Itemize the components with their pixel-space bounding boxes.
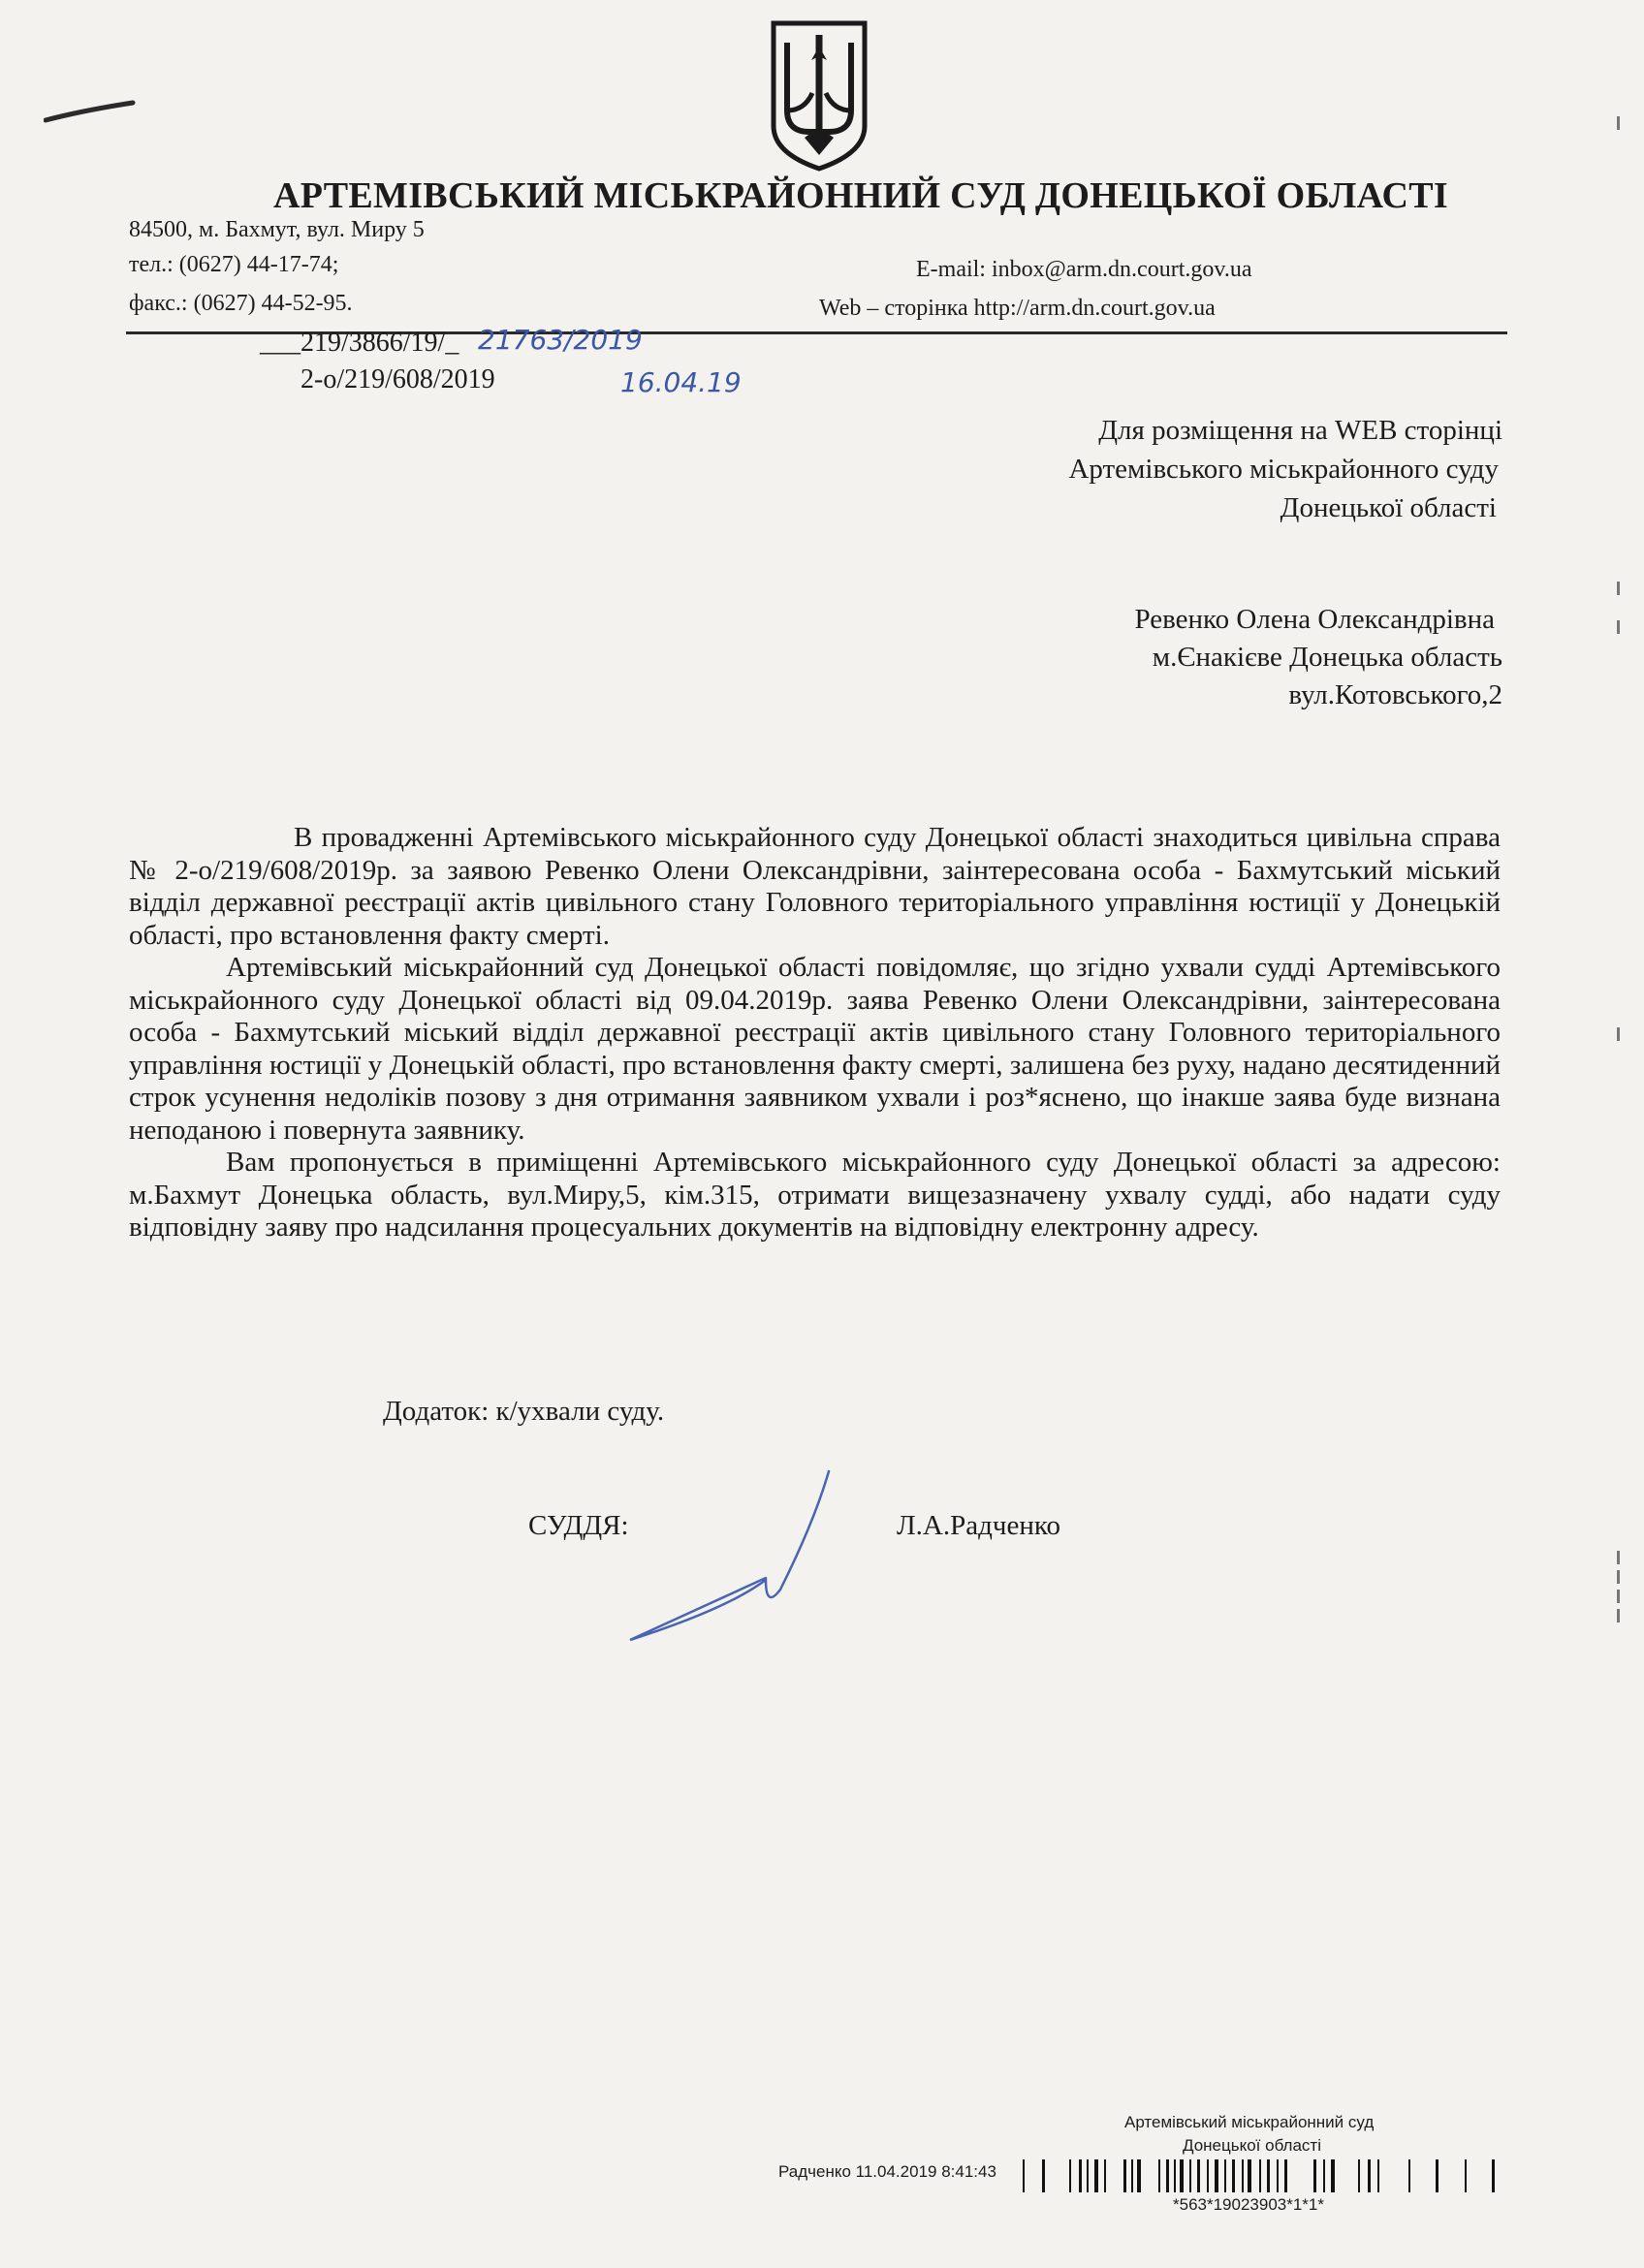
- judge-signature: [620, 1464, 853, 1648]
- letter-body: [129, 822, 1501, 1244]
- annex-line: Додаток: к/ухвали суду.: [383, 1396, 665, 1427]
- recipient-person-name: Ревенко Олена Олександрівна: [1134, 604, 1495, 635]
- recipient-web-block: [1068, 411, 1502, 527]
- case-number: 2-о/219/608/2019: [300, 364, 495, 394]
- pen-stroke-mark: [44, 97, 136, 126]
- body-paragraph-3: Вам пропонується в приміщенні Артемівського міськрайонного суду Донецької області за адресою: м.Бахмут Донецька область, вул.Миру,5, кім.315, отримати вищезазначену ухвалу судді, або надати суду відповідну заяву про надсилання процесуальних документів на відповідну електронну адресу.: [129, 1147, 1501, 1243]
- court-address: 84500, м. Бахмут, вул. Миру 5: [129, 217, 425, 242]
- handwritten-date: 16.04.19: [620, 366, 742, 398]
- recipient-web-line: Для розміщення на WEB сторінці: [1098, 415, 1502, 446]
- court-phone: тел.: (0627) 44-17-74;: [129, 252, 339, 277]
- court-email: E-mail: inbox@arm.dn.court.gov.ua: [916, 257, 1252, 282]
- court-name: АРТЕМІВСЬКИЙ МІСЬКРАЙОННИЙ СУД ДОНЕЦЬКОЇ ОБЛАСТІ: [273, 175, 1448, 216]
- stamp-registrar: Радченко 11.04.2019 8:41:43: [778, 2162, 996, 2181]
- trident-emblem-icon: [766, 17, 872, 173]
- binding-holes: [1613, 0, 1627, 2268]
- body-paragraph-1: В провадженні Артемівського міськрайонного суду Донецької області знаходиться цивільна справа № 2-о/219/608/2019р. за заявою Ревенко Олени Олександрівни, заінтересована особа - Бахмутський міський відділ державної реєстрації актів цивільного стану Головного територіального управління юстиції у Донецькій області, про встановлення факту смерті.: [129, 822, 1501, 951]
- outgoing-number: ___219/3866/19/_: [260, 328, 459, 358]
- barcode-text: *563*19023903*1*1*: [1173, 2195, 1324, 2214]
- recipient-web-line: Артемівського міськрайонного суду: [1068, 454, 1499, 485]
- recipient-person-street: вул.Котовського,2: [1288, 679, 1502, 710]
- body-paragraph-2: Артемівський міськрайонний суд Донецької області повідомляє, що згідно ухвали судді Артемівського міськрайонного суду Донецької області від 09.04.2019р. заява Ревенко Олени Олександрівни, заінтересована особа - Бахмутський міський відділ державної реєстрації актів цивільного стану Головного територіального управління юстиції у Донецькій області, про встановлення факту смерті, залишена без руху, надано десятиденний строк усунення недоліків позову з дня отримання заявником ухвали і роз*яснено, що інакше заява буде визнана неподаною і повернута заявнику.: [129, 952, 1501, 1146]
- recipient-person-city: м.Єнакієве Донецька область: [1152, 642, 1502, 673]
- judge-label: СУДДЯ:: [528, 1510, 629, 1541]
- barcode-icon: [1023, 2158, 1498, 2194]
- judge-name: Л.А.Радченко: [897, 1510, 1060, 1541]
- court-web: Web – сторінка http://arm.dn.court.gov.ua: [819, 296, 1216, 321]
- recipient-web-line: Донецької області: [1280, 492, 1497, 523]
- stamp-court-line: Артемівський міськрайонний суд: [1124, 2113, 1375, 2131]
- handwritten-number: 21763/2019: [478, 324, 643, 356]
- court-fax: факс.: (0627) 44-52-95.: [129, 291, 353, 316]
- stamp-region-line: Донецької області: [1183, 2136, 1321, 2155]
- recipient-person-block: [1135, 601, 1503, 714]
